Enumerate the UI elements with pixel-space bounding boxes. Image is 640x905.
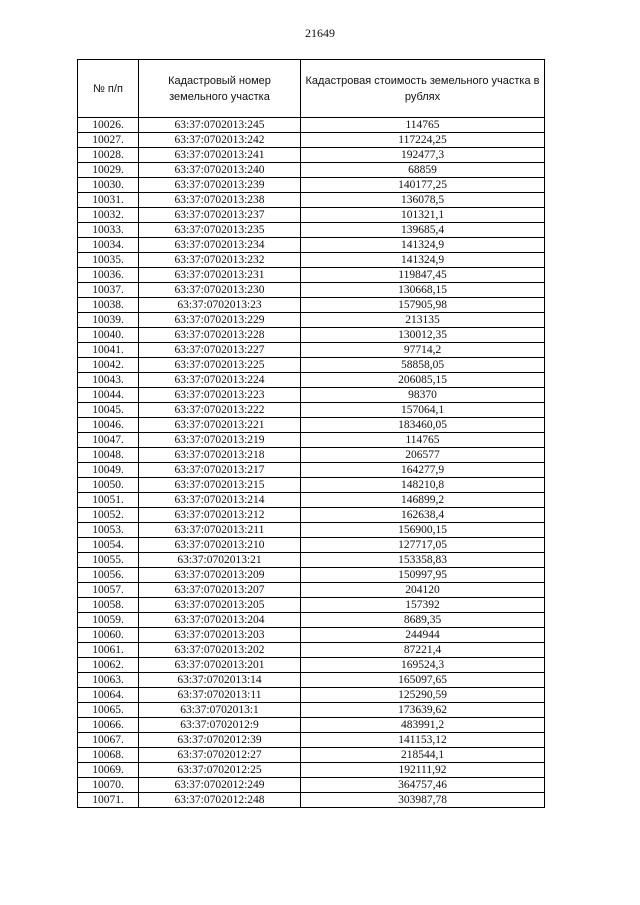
cadastral-number-cell: 63:37:0702013:224 xyxy=(139,373,301,388)
row-number-cell: 10060. xyxy=(78,628,139,643)
table-row xyxy=(78,763,545,778)
table-row xyxy=(78,538,545,553)
row-number-cell: 10044. xyxy=(78,388,139,403)
cadastral-number-cell: 63:37:0702012:9 xyxy=(139,718,301,733)
row-number-cell: 10030. xyxy=(78,178,139,193)
table-row xyxy=(78,418,545,433)
cadastral-value-cell: 98370 xyxy=(301,388,545,403)
table-row xyxy=(78,328,545,343)
cadastral-value-cell: 206085,15 xyxy=(301,373,545,388)
table-row xyxy=(78,658,545,673)
cadastral-number-cell: 63:37:0702013:209 xyxy=(139,568,301,583)
row-number-cell: 10071. xyxy=(78,793,139,808)
cadastral-number-cell: 63:37:0702013:227 xyxy=(139,343,301,358)
cadastral-number-cell: 63:37:0702013:21 xyxy=(139,553,301,568)
table-row xyxy=(78,238,545,253)
row-number-cell: 10043. xyxy=(78,373,139,388)
table-row xyxy=(78,163,545,178)
table-row xyxy=(78,298,545,313)
cadastral-value-cell: 146899,2 xyxy=(301,493,545,508)
cadastral-value-cell: 204120 xyxy=(301,583,545,598)
table-row xyxy=(78,223,545,238)
row-number-cell: 10051. xyxy=(78,493,139,508)
table-row xyxy=(78,313,545,328)
table-row xyxy=(78,673,545,688)
table-row xyxy=(78,178,545,193)
cadastral-value-cell: 162638,4 xyxy=(301,508,545,523)
row-number-cell: 10038. xyxy=(78,298,139,313)
table-row xyxy=(78,373,545,388)
cadastral-value-cell: 127717,05 xyxy=(301,538,545,553)
cadastral-value-cell: 483991,2 xyxy=(301,718,545,733)
row-number-cell: 10034. xyxy=(78,238,139,253)
row-number-cell: 10059. xyxy=(78,613,139,628)
row-number-cell: 10064. xyxy=(78,688,139,703)
cadastral-number-cell: 63:37:0702013:215 xyxy=(139,478,301,493)
table-row xyxy=(78,448,545,463)
table-row xyxy=(78,343,545,358)
cadastral-value-cell: 8689,35 xyxy=(301,613,545,628)
cadastral-value-cell: 141324,9 xyxy=(301,253,545,268)
row-number-cell: 10026. xyxy=(78,118,139,133)
cadastral-number-cell: 63:37:0702013:11 xyxy=(139,688,301,703)
cadastral-value-cell: 156900,15 xyxy=(301,523,545,538)
cadastral-number-cell: 63:37:0702013:205 xyxy=(139,598,301,613)
cadastral-value-cell: 218544,1 xyxy=(301,748,545,763)
cadastral-value-cell: 141324,9 xyxy=(301,238,545,253)
page-number: 21649 xyxy=(305,26,335,40)
row-number-cell: 10055. xyxy=(78,553,139,568)
table-row xyxy=(78,133,545,148)
cadastral-value-cell: 130012,35 xyxy=(301,328,545,343)
cadastral-value-cell: 148210,8 xyxy=(301,478,545,493)
cadastral-number-cell: 63:37:0702013:238 xyxy=(139,193,301,208)
table-row xyxy=(78,568,545,583)
row-number-cell: 10049. xyxy=(78,463,139,478)
cadastral-number-cell: 63:37:0702013:245 xyxy=(139,118,301,133)
cadastral-value-cell: 303987,78 xyxy=(301,793,545,808)
cadastral-value-cell: 165097,65 xyxy=(301,673,545,688)
table-row xyxy=(78,778,545,793)
row-number-cell: 10028. xyxy=(78,148,139,163)
cadastral-value-table xyxy=(77,59,545,808)
cadastral-value-cell: 141153,12 xyxy=(301,733,545,748)
cadastral-value-cell: 58858,05 xyxy=(301,358,545,373)
cadastral-value-cell: 157064,1 xyxy=(301,403,545,418)
row-number-cell: 10037. xyxy=(78,283,139,298)
table-row xyxy=(78,583,545,598)
cadastral-number-cell: 63:37:0702013:235 xyxy=(139,223,301,238)
cadastral-number-cell: 63:37:0702013:217 xyxy=(139,463,301,478)
cadastral-number-cell: 63:37:0702012:249 xyxy=(139,778,301,793)
table-row xyxy=(78,403,545,418)
table-row xyxy=(78,628,545,643)
row-number-cell: 10035. xyxy=(78,253,139,268)
cadastral-number-cell: 63:37:0702013:237 xyxy=(139,208,301,223)
cadastral-value-cell: 183460,05 xyxy=(301,418,545,433)
column-header-number: № п/п xyxy=(78,60,139,118)
row-number-cell: 10052. xyxy=(78,508,139,523)
row-number-cell: 10061. xyxy=(78,643,139,658)
column-header-cadastral-number: Кадастровый номер земельного участка xyxy=(139,60,301,118)
row-number-cell: 10066. xyxy=(78,718,139,733)
row-number-cell: 10046. xyxy=(78,418,139,433)
table-row xyxy=(78,358,545,373)
row-number-cell: 10039. xyxy=(78,313,139,328)
table-row xyxy=(78,523,545,538)
cadastral-number-cell: 63:37:0702013:204 xyxy=(139,613,301,628)
cadastral-value-cell: 125290,59 xyxy=(301,688,545,703)
cadastral-number-cell: 63:37:0702012:27 xyxy=(139,748,301,763)
cadastral-value-cell: 150997,95 xyxy=(301,568,545,583)
cadastral-number-cell: 63:37:0702013:231 xyxy=(139,268,301,283)
cadastral-value-cell: 364757,46 xyxy=(301,778,545,793)
cadastral-number-cell: 63:37:0702013:228 xyxy=(139,328,301,343)
cadastral-number-cell: 63:37:0702013:23 xyxy=(139,298,301,313)
table-row xyxy=(78,148,545,163)
table-row xyxy=(78,733,545,748)
table-row xyxy=(78,433,545,448)
table-row xyxy=(78,253,545,268)
table-row xyxy=(78,598,545,613)
row-number-cell: 10047. xyxy=(78,433,139,448)
row-number-cell: 10070. xyxy=(78,778,139,793)
row-number-cell: 10033. xyxy=(78,223,139,238)
row-number-cell: 10029. xyxy=(78,163,139,178)
row-number-cell: 10065. xyxy=(78,703,139,718)
cadastral-number-cell: 63:37:0702013:203 xyxy=(139,628,301,643)
cadastral-number-cell: 63:37:0702013:207 xyxy=(139,583,301,598)
cadastral-value-cell: 97714,2 xyxy=(301,343,545,358)
table-row xyxy=(78,508,545,523)
cadastral-number-cell: 63:37:0702013:210 xyxy=(139,538,301,553)
table-row xyxy=(78,688,545,703)
table-header xyxy=(78,60,545,118)
table-row xyxy=(78,268,545,283)
row-number-cell: 10032. xyxy=(78,208,139,223)
cadastral-number-cell: 63:37:0702013:234 xyxy=(139,238,301,253)
cadastral-value-cell: 68859 xyxy=(301,163,545,178)
row-number-cell: 10068. xyxy=(78,748,139,763)
cadastral-value-cell: 87221,4 xyxy=(301,643,545,658)
cadastral-number-cell: 63:37:0702013:211 xyxy=(139,523,301,538)
cadastral-number-cell: 63:37:0702013:222 xyxy=(139,403,301,418)
row-number-cell: 10053. xyxy=(78,523,139,538)
cadastral-number-cell: 63:37:0702013:202 xyxy=(139,643,301,658)
row-number-cell: 10054. xyxy=(78,538,139,553)
cadastral-value-cell: 164277,9 xyxy=(301,463,545,478)
cadastral-value-cell: 130668,15 xyxy=(301,283,545,298)
cadastral-value-cell: 153358,83 xyxy=(301,553,545,568)
table-row xyxy=(78,718,545,733)
cadastral-value-cell: 140177,25 xyxy=(301,178,545,193)
row-number-cell: 10040. xyxy=(78,328,139,343)
cadastral-number-cell: 63:37:0702013:242 xyxy=(139,133,301,148)
cadastral-number-cell: 63:37:0702013:232 xyxy=(139,253,301,268)
cadastral-number-cell: 63:37:0702013:14 xyxy=(139,673,301,688)
table-row xyxy=(78,748,545,763)
cadastral-value-cell: 157392 xyxy=(301,598,545,613)
cadastral-number-cell: 63:37:0702013:230 xyxy=(139,283,301,298)
table-row xyxy=(78,793,545,808)
table-row xyxy=(78,388,545,403)
cadastral-value-cell: 169524,3 xyxy=(301,658,545,673)
cadastral-value-cell: 173639,62 xyxy=(301,703,545,718)
cadastral-value-cell: 192477,3 xyxy=(301,148,545,163)
table-row xyxy=(78,643,545,658)
cadastral-number-cell: 63:37:0702013:223 xyxy=(139,388,301,403)
cadastral-number-cell: 63:37:0702012:25 xyxy=(139,763,301,778)
cadastral-value-cell: 114765 xyxy=(301,118,545,133)
table-row xyxy=(78,553,545,568)
row-number-cell: 10069. xyxy=(78,763,139,778)
row-number-cell: 10048. xyxy=(78,448,139,463)
cadastral-number-cell: 63:37:0702012:39 xyxy=(139,733,301,748)
cadastral-value-cell: 117224,25 xyxy=(301,133,545,148)
row-number-cell: 10041. xyxy=(78,343,139,358)
row-number-cell: 10062. xyxy=(78,658,139,673)
cadastral-value-cell: 136078,5 xyxy=(301,193,545,208)
cadastral-number-cell: 63:37:0702013:239 xyxy=(139,178,301,193)
row-number-cell: 10067. xyxy=(78,733,139,748)
row-number-cell: 10036. xyxy=(78,268,139,283)
row-number-cell: 10057. xyxy=(78,583,139,598)
cadastral-value-cell: 206577 xyxy=(301,448,545,463)
row-number-cell: 10058. xyxy=(78,598,139,613)
table-row xyxy=(78,493,545,508)
row-number-cell: 10056. xyxy=(78,568,139,583)
row-number-cell: 10027. xyxy=(78,133,139,148)
cadastral-value-cell: 101321,1 xyxy=(301,208,545,223)
cadastral-value-cell: 192111,92 xyxy=(301,763,545,778)
column-header-cadastral-value: Кадастровая стоимость земельного участка в рублях xyxy=(301,60,545,118)
row-number-cell: 10063. xyxy=(78,673,139,688)
table-row xyxy=(78,613,545,628)
cadastral-number-cell: 63:37:0702013:219 xyxy=(139,433,301,448)
table-row xyxy=(78,193,545,208)
table-body xyxy=(78,118,545,808)
row-number-cell: 10042. xyxy=(78,358,139,373)
cadastral-number-cell: 63:37:0702013:229 xyxy=(139,313,301,328)
cadastral-number-cell: 63:37:0702013:241 xyxy=(139,148,301,163)
table-row xyxy=(78,283,545,298)
row-number-cell: 10045. xyxy=(78,403,139,418)
row-number-cell: 10031. xyxy=(78,193,139,208)
cadastral-number-cell: 63:37:0702012:248 xyxy=(139,793,301,808)
header-row xyxy=(78,60,545,118)
cadastral-value-cell: 114765 xyxy=(301,433,545,448)
table-row xyxy=(78,478,545,493)
cadastral-number-cell: 63:37:0702013:240 xyxy=(139,163,301,178)
cadastral-value-cell: 213135 xyxy=(301,313,545,328)
cadastral-number-cell: 63:37:0702013:212 xyxy=(139,508,301,523)
cadastral-value-cell: 119847,45 xyxy=(301,268,545,283)
table-row xyxy=(78,463,545,478)
cadastral-value-cell: 139685,4 xyxy=(301,223,545,238)
table-row xyxy=(78,703,545,718)
cadastral-value-cell: 244944 xyxy=(301,628,545,643)
cadastral-number-cell: 63:37:0702013:214 xyxy=(139,493,301,508)
cadastral-number-cell: 63:37:0702013:221 xyxy=(139,418,301,433)
cadastral-value-cell: 157905,98 xyxy=(301,298,545,313)
cadastral-number-cell: 63:37:0702013:218 xyxy=(139,448,301,463)
cadastral-number-cell: 63:37:0702013:225 xyxy=(139,358,301,373)
cadastral-number-cell: 63:37:0702013:1 xyxy=(139,703,301,718)
row-number-cell: 10050. xyxy=(78,478,139,493)
table-row xyxy=(78,118,545,133)
cadastral-number-cell: 63:37:0702013:201 xyxy=(139,658,301,673)
table-row xyxy=(78,208,545,223)
